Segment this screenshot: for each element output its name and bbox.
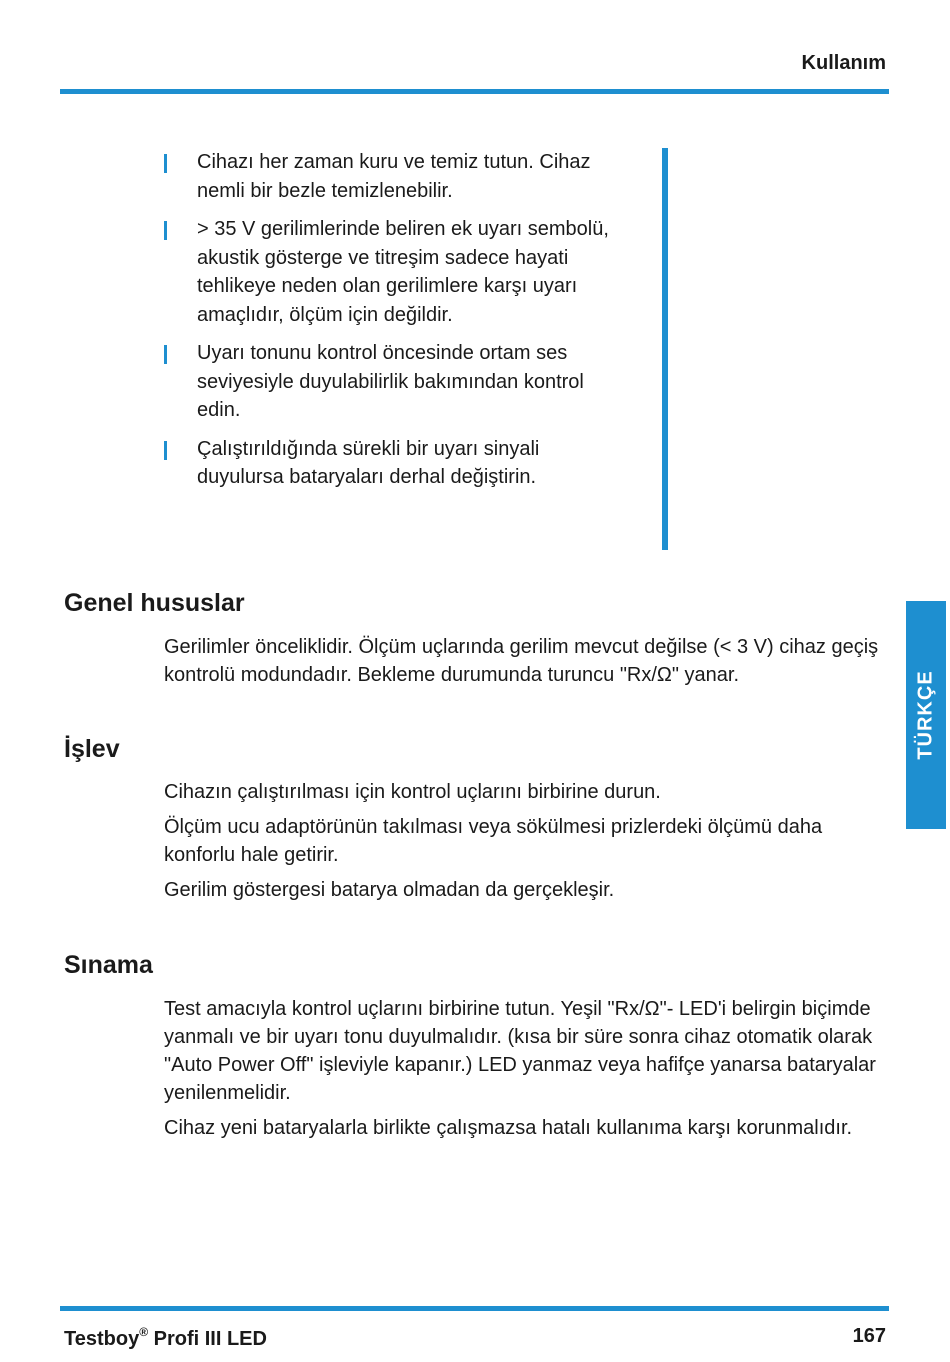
footer-rule: [60, 1306, 889, 1311]
list-item: [160, 215, 620, 329]
section-body-testing: [164, 995, 889, 1149]
list-item-text: Çalıştırıldığında sürekli bir uyarı sinyali duyulursa bataryaları derhal değiştirin.: [197, 437, 540, 488]
list-item: [160, 148, 620, 205]
footer-brand: Testboy: [64, 1328, 140, 1350]
list-item: [160, 339, 620, 425]
bullet-bar-icon: [164, 441, 167, 460]
page-number: 167: [852, 1325, 886, 1347]
list-item-text: Uyarı tonunu kontrol öncesinde ortam ses seviyesiyle duyulabilirlik bakımından kontrol edin.: [197, 342, 584, 421]
safety-notes-side-bar: [662, 148, 668, 550]
paragraph: Test amacıyla kontrol uçlarını birbirine tutun. Yeşil "Rx/Ω"- LED'i belirgin biçimde yanmalı ve bir uyarı tonu duyulmalıdır. (kısa bir süre sonra cihaz otomatik olarak "Auto Power Off" işleviyle kapanır.) LED yanmaz veya hafifçe yanarsa bataryalar yenilenmelidir.: [164, 998, 876, 1104]
paragraph: Ölçüm ucu adaptörünün takılması veya sökülmesi prizlerdeki ölçümü daha konforlu hale getirir.: [164, 816, 823, 866]
section-body-general: [164, 633, 889, 696]
section-heading-testing: Sınama: [64, 951, 153, 979]
bullet-bar-icon: [164, 345, 167, 364]
list-item-text: > 35 V gerilimlerinde beliren ek uyarı sembolü, akustik gösterge ve titreşim sadece hayati tehlikeye neden olan gerilimlere karşı uyarı amaçlıdır, ölçüm için değildir.: [197, 218, 609, 326]
section-heading-function: İşlev: [64, 735, 120, 763]
trademark-symbol: ®: [139, 1325, 149, 1339]
bullet-bar-icon: [164, 221, 167, 240]
header-rule: [60, 89, 889, 94]
safety-notes-list: [160, 148, 620, 492]
language-tab: [906, 601, 946, 829]
list-item: [160, 435, 620, 492]
list-item-text: Cihazı her zaman kuru ve temiz tutun. Cihaz nemli bir bezle temizlenebilir.: [197, 151, 591, 202]
bullet-bar-icon: [164, 154, 167, 173]
footer-model: Profi III LED: [148, 1328, 267, 1350]
safety-notes-box: [160, 148, 668, 550]
paragraph: Cihaz yeni bataryalarla birlikte çalışmazsa hatalı kullanıma karşı korunmalıdır.: [164, 1117, 853, 1139]
section-body-function: [164, 778, 889, 911]
paragraph: Gerilimler önceliklidir. Ölçüm uçlarında gerilim mevcut değilse (< 3 V) cihaz geçiş kontrolü modundadır. Bekleme durumunda turuncu "Rx/Ω" yanar.: [164, 636, 879, 686]
paragraph: Cihazın çalıştırılması için kontrol uçlarını birbirine durun.: [164, 781, 661, 803]
paragraph: Gerilim göstergesi batarya olmadan da gerçekleşir.: [164, 879, 615, 901]
footer-product-name: [64, 1325, 267, 1351]
section-heading-general: Genel hususlar: [64, 589, 245, 617]
running-header-title: Kullanım: [801, 52, 886, 74]
language-tab-label: TÜRKÇE: [914, 670, 937, 760]
